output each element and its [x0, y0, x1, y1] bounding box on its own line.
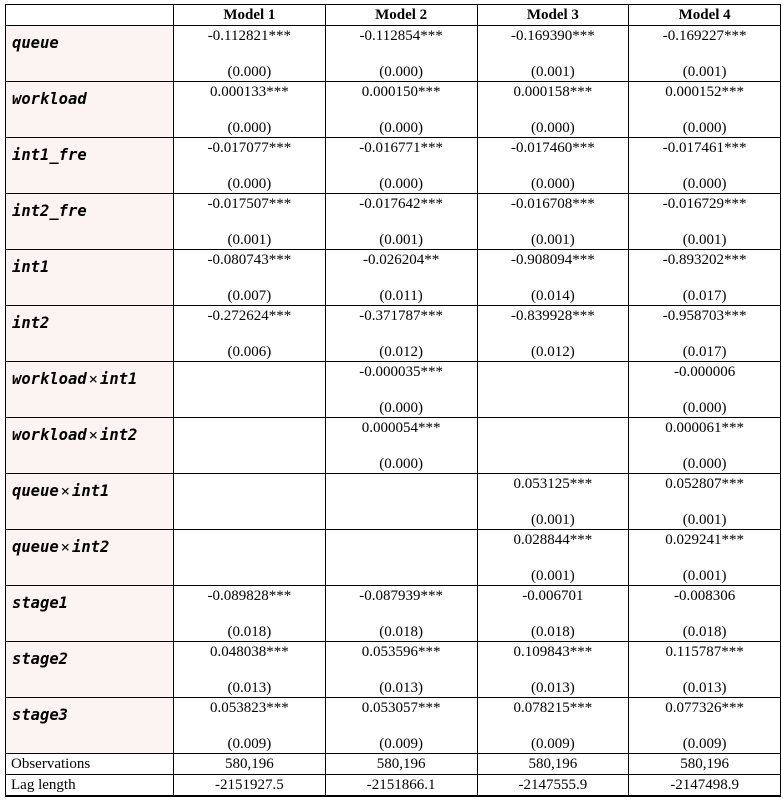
coef-row-queue-x-int2 [6, 530, 781, 564]
se-cell: (0.001) [629, 60, 781, 82]
coef-cell: -0.017507*** [174, 194, 326, 228]
coef-cell: 0.077326*** [629, 698, 781, 732]
coef-cell: -0.016771*** [325, 138, 477, 172]
variable-name-spacer [6, 676, 174, 698]
se-row-workload [6, 116, 781, 138]
header-blank-cell [6, 5, 174, 26]
coef-cell: -0.089828*** [174, 586, 326, 620]
se-cell: (0.013) [629, 676, 781, 698]
se-row-workload-x-int2 [6, 452, 781, 474]
observations-value: 580,196 [477, 754, 629, 775]
coef-cell: -0.006701 [477, 586, 629, 620]
se-row-workload-x-int1 [6, 396, 781, 418]
variable-name-spacer [6, 116, 174, 138]
se-row-stage1 [6, 620, 781, 642]
se-cell: (0.018) [629, 620, 781, 642]
se-cell: (0.001) [477, 508, 629, 530]
coef-cell: -0.017460*** [477, 138, 629, 172]
se-cell: (0.001) [325, 228, 477, 250]
variable-name-spacer [6, 228, 174, 250]
times-symbol: × [88, 425, 98, 444]
header-model-3: Model 3 [477, 5, 629, 26]
se-cell [174, 396, 326, 418]
coef-cell: -0.080743*** [174, 250, 326, 284]
coef-cell: 0.000061*** [629, 418, 781, 452]
se-cell: (0.000) [325, 396, 477, 418]
coef-cell: -0.008306 [629, 586, 781, 620]
coef-cell: -0.087939*** [325, 586, 477, 620]
coef-cell: -0.017461*** [629, 138, 781, 172]
coef-cell: 0.000054*** [325, 418, 477, 452]
times-symbol: × [88, 369, 98, 388]
header-model-1: Model 1 [174, 5, 326, 26]
se-cell: (0.000) [174, 172, 326, 194]
coef-row-int2-fre [6, 194, 781, 228]
se-cell: (0.013) [174, 676, 326, 698]
se-cell [325, 508, 477, 530]
header-model-4: Model 4 [629, 5, 781, 26]
se-cell: (0.001) [629, 508, 781, 530]
lag-length-value: -2147555.9 [477, 775, 629, 796]
variable-name [6, 362, 174, 396]
variable-part-a: workload [12, 369, 87, 388]
coef-cell: 0.000152*** [629, 82, 781, 116]
se-cell: (0.009) [325, 732, 477, 754]
se-cell: (0.001) [477, 564, 629, 586]
variable-part-b: int2 [72, 537, 110, 556]
variable-name [6, 530, 174, 564]
se-cell [174, 508, 326, 530]
se-cell [174, 564, 326, 586]
variable-part-b: int2 [100, 425, 138, 444]
coef-cell: -0.016708*** [477, 194, 629, 228]
variable-part-a: queue [12, 537, 59, 556]
coef-cell: -0.169390*** [477, 26, 629, 60]
coef-cell: -0.839928*** [477, 306, 629, 340]
coef-cell: -0.000035*** [325, 362, 477, 396]
coef-cell: -0.026204** [325, 250, 477, 284]
se-cell: (0.000) [325, 172, 477, 194]
coef-cell: 0.053057*** [325, 698, 477, 732]
se-cell: (0.013) [477, 676, 629, 698]
variable-part-b: int1 [72, 481, 110, 500]
se-cell: (0.009) [477, 732, 629, 754]
se-row-stage3 [6, 732, 781, 754]
se-cell: (0.000) [325, 452, 477, 474]
coef-cell: 0.109843*** [477, 642, 629, 676]
se-cell: (0.000) [477, 172, 629, 194]
coef-cell: 0.000150*** [325, 82, 477, 116]
coef-cell: 0.000133*** [174, 82, 326, 116]
coef-cell: 0.053823*** [174, 698, 326, 732]
coef-cell [325, 530, 477, 564]
se-cell: (0.018) [477, 620, 629, 642]
variable-name: int1_fre [6, 138, 174, 172]
se-row-queue [6, 60, 781, 82]
coef-cell: 0.115787*** [629, 642, 781, 676]
coef-row-stage2 [6, 642, 781, 676]
se-cell: (0.000) [325, 60, 477, 82]
se-cell: (0.000) [174, 60, 326, 82]
observations-row [6, 754, 781, 775]
coef-cell: -0.112821*** [174, 26, 326, 60]
coef-cell: -0.169227*** [629, 26, 781, 60]
coef-cell: 0.078215*** [477, 698, 629, 732]
se-cell: (0.000) [325, 116, 477, 138]
coef-cell [477, 418, 629, 452]
variable-name: queue [6, 26, 174, 60]
coef-cell [477, 362, 629, 396]
variable-name: stage2 [6, 642, 174, 676]
coef-row-queue [6, 26, 781, 60]
se-cell: (0.000) [477, 116, 629, 138]
coef-cell [174, 418, 326, 452]
se-cell: (0.018) [174, 620, 326, 642]
lag-length-row [6, 775, 781, 796]
se-cell: (0.014) [477, 284, 629, 306]
coef-row-int1-fre [6, 138, 781, 172]
se-cell: (0.001) [477, 228, 629, 250]
observations-value: 580,196 [629, 754, 781, 775]
se-row-int1 [6, 284, 781, 306]
coef-cell: -0.016729*** [629, 194, 781, 228]
variable-name [6, 474, 174, 508]
coef-cell: -0.371787*** [325, 306, 477, 340]
coef-cell: -0.893202*** [629, 250, 781, 284]
variable-name-spacer [6, 732, 174, 754]
coef-cell: 0.029241*** [629, 530, 781, 564]
se-cell: (0.001) [629, 228, 781, 250]
se-cell: (0.001) [477, 60, 629, 82]
variable-name-spacer [6, 60, 174, 82]
variable-name-spacer [6, 508, 174, 530]
coef-row-int2 [6, 306, 781, 340]
se-cell: (0.009) [174, 732, 326, 754]
lag-length-label: Lag length [6, 775, 174, 796]
se-cell: (0.006) [174, 340, 326, 362]
times-symbol: × [60, 481, 71, 500]
coef-cell: 0.052807*** [629, 474, 781, 508]
coef-cell: 0.053125*** [477, 474, 629, 508]
se-row-queue-x-int2 [6, 564, 781, 586]
variable-name: int1 [6, 250, 174, 284]
se-cell [477, 452, 629, 474]
observations-label: Observations [6, 754, 174, 775]
observations-value: 580,196 [174, 754, 326, 775]
coef-cell: -0.112854*** [325, 26, 477, 60]
coef-cell: -0.908094*** [477, 250, 629, 284]
table-body [6, 26, 781, 796]
coef-row-stage3 [6, 698, 781, 732]
variable-name [6, 418, 174, 452]
variable-name-spacer [6, 172, 174, 194]
coef-cell [174, 362, 326, 396]
coef-cell: -0.017077*** [174, 138, 326, 172]
coef-row-workload [6, 82, 781, 116]
coef-cell: 0.048038*** [174, 642, 326, 676]
lag-length-value: -2147498.9 [629, 775, 781, 796]
coef-cell: 0.000158*** [477, 82, 629, 116]
variable-name-spacer [6, 284, 174, 306]
se-row-stage2 [6, 676, 781, 698]
se-cell: (0.000) [629, 452, 781, 474]
coef-cell: -0.017642*** [325, 194, 477, 228]
header-row [6, 5, 781, 26]
se-cell: (0.000) [174, 116, 326, 138]
lag-length-value: -2151927.5 [174, 775, 326, 796]
coef-row-queue-x-int1 [6, 474, 781, 508]
coef-cell [174, 530, 326, 564]
coef-cell: 0.053596*** [325, 642, 477, 676]
lag-length-value: -2151866.1 [325, 775, 477, 796]
se-cell: (0.001) [174, 228, 326, 250]
se-row-int2 [6, 340, 781, 362]
variable-name: int2_fre [6, 194, 174, 228]
observations-value: 580,196 [325, 754, 477, 775]
se-cell: (0.001) [629, 564, 781, 586]
header-model-2: Model 2 [325, 5, 477, 26]
se-cell: (0.017) [629, 284, 781, 306]
se-cell [325, 564, 477, 586]
se-cell: (0.011) [325, 284, 477, 306]
se-row-int1-fre [6, 172, 781, 194]
coef-cell: -0.958703*** [629, 306, 781, 340]
variable-name-spacer [6, 452, 174, 474]
variable-name-spacer [6, 564, 174, 586]
se-row-int2-fre [6, 228, 781, 250]
variable-name-spacer [6, 620, 174, 642]
coef-cell: -0.000006 [629, 362, 781, 396]
coef-row-workload-x-int2 [6, 418, 781, 452]
coef-cell [174, 474, 326, 508]
variable-name: int2 [6, 306, 174, 340]
coef-row-workload-x-int1 [6, 362, 781, 396]
variable-name: workload [6, 82, 174, 116]
se-cell: (0.000) [629, 116, 781, 138]
times-symbol: × [60, 537, 71, 556]
se-cell: (0.012) [325, 340, 477, 362]
se-cell: (0.017) [629, 340, 781, 362]
se-cell [477, 396, 629, 418]
coef-cell: 0.028844*** [477, 530, 629, 564]
coef-row-int1 [6, 250, 781, 284]
variable-name: stage3 [6, 698, 174, 732]
se-cell [174, 452, 326, 474]
se-cell: (0.012) [477, 340, 629, 362]
coef-cell: -0.272624*** [174, 306, 326, 340]
variable-name-spacer [6, 396, 174, 418]
se-cell: (0.009) [629, 732, 781, 754]
variable-part-a: workload [12, 425, 87, 444]
se-cell: (0.000) [629, 172, 781, 194]
se-cell: (0.007) [174, 284, 326, 306]
se-cell: (0.018) [325, 620, 477, 642]
variable-part-a: queue [12, 481, 59, 500]
se-cell: (0.013) [325, 676, 477, 698]
se-row-queue-x-int1 [6, 508, 781, 530]
variable-name: stage1 [6, 586, 174, 620]
variable-name-spacer [6, 340, 174, 362]
variable-part-b: int1 [100, 369, 138, 388]
se-cell: (0.000) [629, 396, 781, 418]
regression-table [5, 4, 781, 797]
coef-row-stage1 [6, 586, 781, 620]
coef-cell [325, 474, 477, 508]
